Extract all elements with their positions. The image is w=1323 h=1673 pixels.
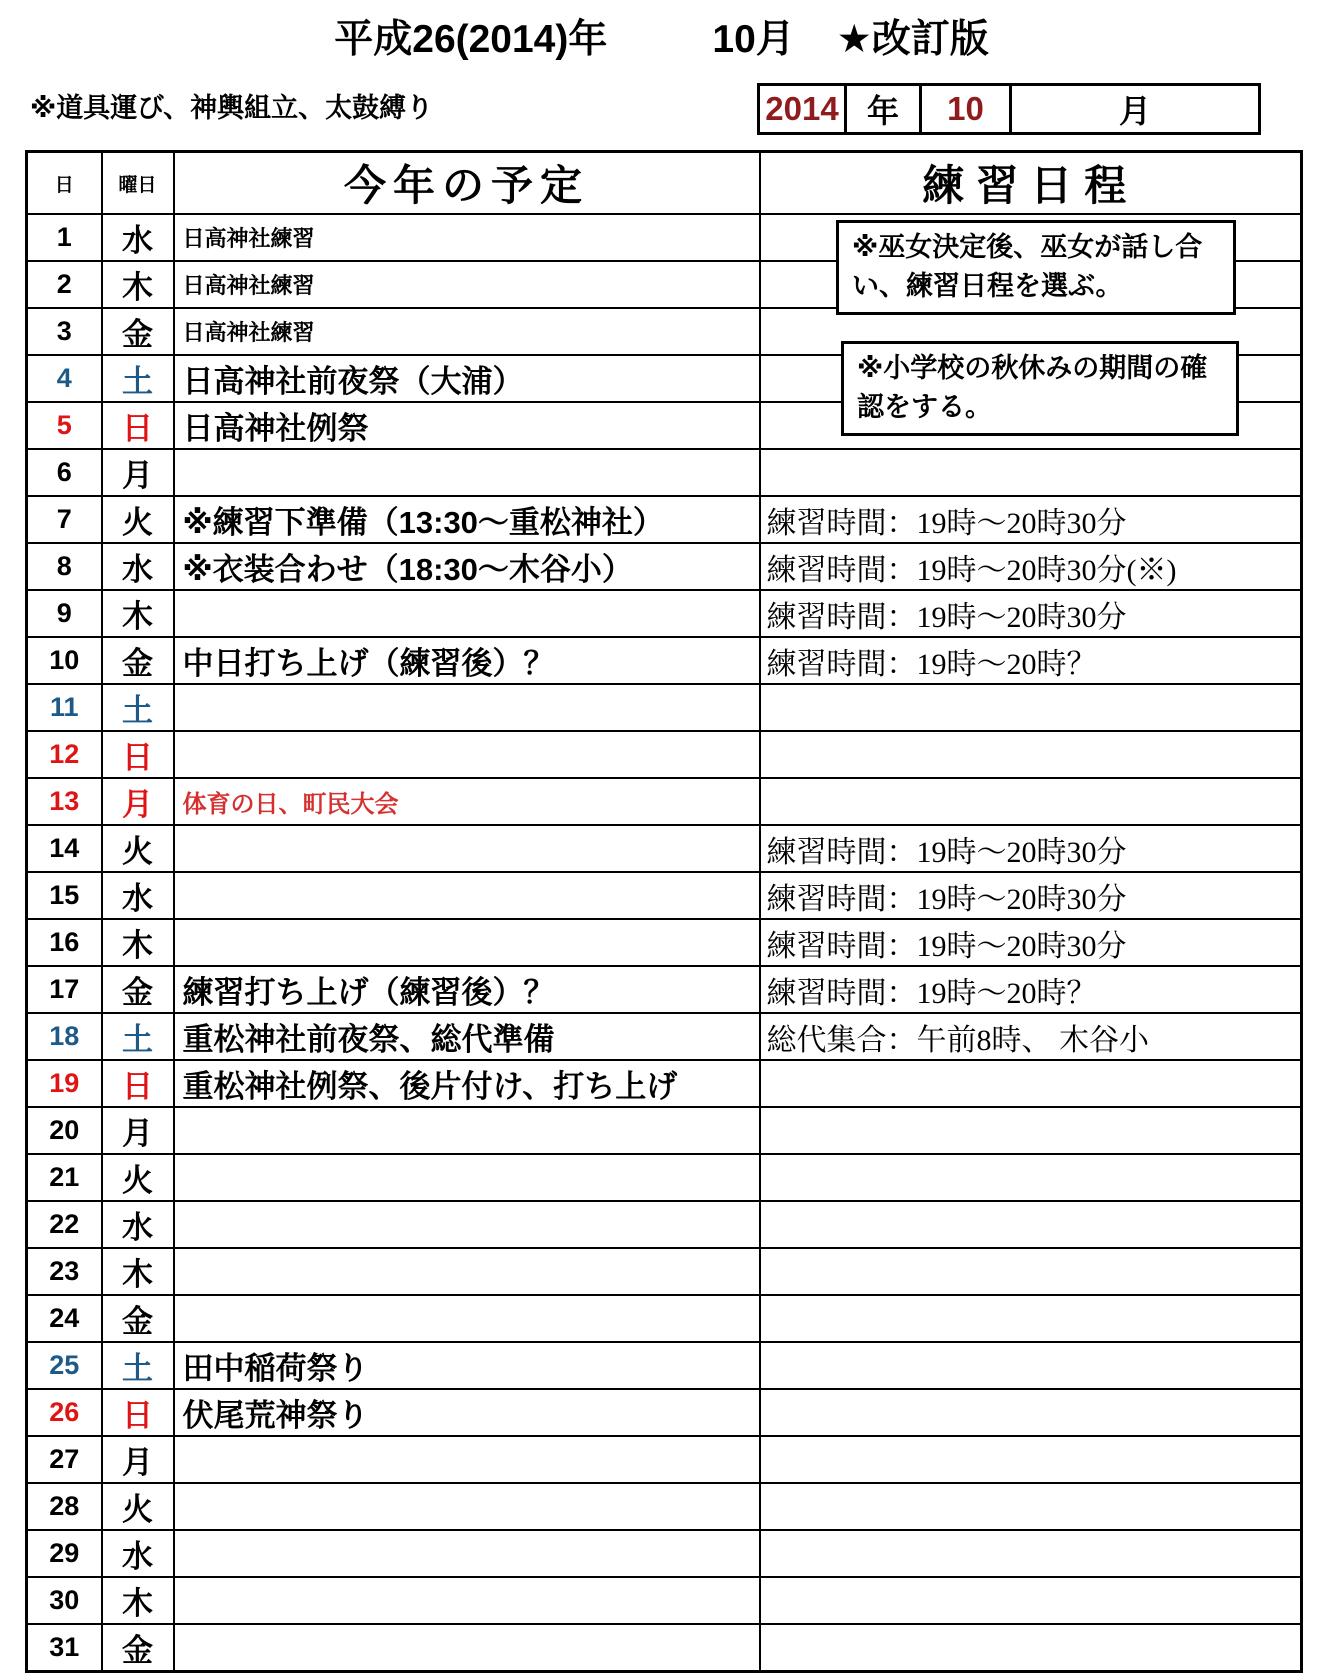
day-cell: 10 [27,637,102,684]
weekday-cell: 月 [102,1107,174,1154]
day-cell: 15 [27,872,102,919]
table-row [27,1295,1302,1342]
table-row [27,684,1302,731]
weekday-cell: 土 [102,355,174,402]
table-row [27,1342,1302,1389]
practice-cell: 練習時間：19時～20時30分 [760,825,1302,872]
event-cell: 重松神社前夜祭、総代準備 [174,1013,760,1060]
practice-cell [760,684,1302,731]
day-cell: 30 [27,1577,102,1624]
weekday-cell: 木 [102,919,174,966]
practice-cell [760,1295,1302,1342]
day-cell: 5 [27,402,102,449]
day-cell: 3 [27,308,102,355]
event-cell [174,449,760,496]
table-row [27,496,1302,543]
practice-cell [760,1436,1302,1483]
weekday-cell: 月 [102,778,174,825]
day-cell: 24 [27,1295,102,1342]
day-cell: 2 [27,261,102,308]
day-cell: 27 [27,1436,102,1483]
day-cell: 21 [27,1154,102,1201]
weekday-cell: 土 [102,684,174,731]
table-row [27,1154,1302,1201]
year-value-cell: 2014 [759,85,846,134]
table-row [27,1436,1302,1483]
event-cell [174,590,760,637]
day-cell: 7 [27,496,102,543]
practice-cell: 練習時間：19時～20時30分 [760,919,1302,966]
event-cell: 伏尾荒神祭り [174,1389,760,1436]
day-cell: 14 [27,825,102,872]
day-cell: 8 [27,543,102,590]
event-cell: ※練習下準備（13:30～重松神社） [174,496,760,543]
event-cell [174,1201,760,1248]
day-cell: 18 [27,1013,102,1060]
practice-cell [760,1060,1302,1107]
event-cell [174,1483,760,1530]
header-weekday: 曜日 [102,152,174,215]
note-box-school: ※小学校の秋休みの期間の確認をする。 [841,341,1239,436]
practice-cell [760,1483,1302,1530]
header-day: 日 [27,152,102,215]
event-cell: 日高神社練習 [174,308,760,355]
table-row [27,731,1302,778]
day-cell: 9 [27,590,102,637]
practice-cell [760,1342,1302,1389]
event-cell: 日高神社前夜祭（大浦） [174,355,760,402]
top-note: ※道具運び、神輿組立、太鼓縛り [30,93,434,123]
event-cell: 中日打ち上げ（練習後）？ [174,637,760,684]
weekday-cell: 日 [102,402,174,449]
header-plans: 今年の予定 [174,152,760,215]
event-cell: 体育の日、町民大会 [174,778,760,825]
header-practice: 練習日程 [760,152,1302,215]
event-cell [174,825,760,872]
event-cell [174,872,760,919]
weekday-cell: 水 [102,214,174,261]
table-row [27,1624,1302,1672]
practice-cell [760,778,1302,825]
practice-cell [760,1530,1302,1577]
event-cell: 重松神社例祭、後片付け、打ち上げ [174,1060,760,1107]
weekday-cell: 月 [102,449,174,496]
day-cell: 12 [27,731,102,778]
weekday-cell: 日 [102,1060,174,1107]
practice-cell [760,1154,1302,1201]
day-cell: 25 [27,1342,102,1389]
day-cell: 4 [27,355,102,402]
table-row [27,966,1302,1013]
event-cell [174,1577,760,1624]
weekday-cell: 水 [102,1201,174,1248]
practice-cell [760,731,1302,778]
weekday-cell: 木 [102,261,174,308]
event-cell: 日高神社例祭 [174,402,760,449]
weekday-cell: 日 [102,1389,174,1436]
weekday-cell: 水 [102,872,174,919]
day-cell: 19 [27,1060,102,1107]
weekday-cell: 月 [102,1436,174,1483]
weekday-cell: 日 [102,731,174,778]
year-month-row [759,85,1260,134]
day-cell: 29 [27,1530,102,1577]
day-cell: 17 [27,966,102,1013]
practice-cell: 練習時間：19時～20時30分 [760,872,1302,919]
day-cell: 31 [27,1624,102,1672]
table-row [27,919,1302,966]
header-row [27,152,1302,215]
month-value-cell: 10 [921,85,1011,134]
table-row [27,543,1302,590]
practice-cell [760,1107,1302,1154]
table-row [27,449,1302,496]
table-row [27,637,1302,684]
weekday-cell: 火 [102,825,174,872]
weekday-cell: 水 [102,1530,174,1577]
year-month-box [757,83,1261,135]
weekday-cell: 金 [102,1624,174,1672]
practice-cell: 練習時間：19時～20時？ [760,966,1302,1013]
note-box-miko: ※巫女決定後、巫女が話し合い、練習日程を選ぶ。 [836,220,1236,315]
practice-cell: 練習時間：19時～20時？ [760,637,1302,684]
weekday-cell: 木 [102,590,174,637]
practice-cell [760,1201,1302,1248]
event-cell [174,684,760,731]
table-row [27,1013,1302,1060]
event-cell [174,1436,760,1483]
table-row [27,872,1302,919]
table-row [27,1107,1302,1154]
day-cell: 26 [27,1389,102,1436]
weekday-cell: 木 [102,1577,174,1624]
practice-cell [760,1577,1302,1624]
table-row [27,1389,1302,1436]
weekday-cell: 火 [102,1154,174,1201]
event-cell: 練習打ち上げ（練習後）？ [174,966,760,1013]
weekday-cell: 水 [102,543,174,590]
page-title [0,8,1323,64]
practice-cell: 練習時間：19時～20時30分 [760,496,1302,543]
practice-cell: 練習時間：19時～20時30分(※) [760,543,1302,590]
event-cell [174,731,760,778]
table-row [27,1577,1302,1624]
practice-cell [760,1389,1302,1436]
table-row [27,1530,1302,1577]
table-row [27,1483,1302,1530]
event-cell [174,919,760,966]
month-unit-cell: 月 [1011,85,1260,134]
day-cell: 6 [27,449,102,496]
title-month: 10月 [712,18,795,61]
weekday-cell: 火 [102,1483,174,1530]
day-cell: 11 [27,684,102,731]
event-cell [174,1154,760,1201]
table-row [27,825,1302,872]
event-cell: 日高神社練習 [174,261,760,308]
table-row [27,1248,1302,1295]
day-cell: 22 [27,1201,102,1248]
event-cell [174,1624,760,1672]
practice-cell [760,1248,1302,1295]
weekday-cell: 金 [102,308,174,355]
event-cell [174,1295,760,1342]
day-cell: 13 [27,778,102,825]
weekday-cell: 土 [102,1342,174,1389]
event-cell: ※衣装合わせ（18:30～木谷小） [174,543,760,590]
event-cell: 日高神社練習 [174,214,760,261]
table-row [27,778,1302,825]
practice-cell: 総代集合：午前8時、 木谷小 [760,1013,1302,1060]
weekday-cell: 金 [102,966,174,1013]
weekday-cell: 火 [102,496,174,543]
year-unit-cell: 年 [846,85,921,134]
table-row [27,1060,1302,1107]
practice-cell: 練習時間：19時～20時30分 [760,590,1302,637]
weekday-cell: 金 [102,637,174,684]
table-row [27,590,1302,637]
weekday-cell: 金 [102,1295,174,1342]
day-cell: 23 [27,1248,102,1295]
title-era-year: 平成26(2014)年 [334,18,608,61]
day-cell: 20 [27,1107,102,1154]
event-cell [174,1107,760,1154]
event-cell: 田中稲荷祭り [174,1342,760,1389]
title-revision: ★改訂版 [836,18,989,61]
event-cell [174,1248,760,1295]
day-cell: 16 [27,919,102,966]
weekday-cell: 土 [102,1013,174,1060]
day-cell: 1 [27,214,102,261]
table-row [27,1201,1302,1248]
weekday-cell: 木 [102,1248,174,1295]
day-cell: 28 [27,1483,102,1530]
event-cell [174,1530,760,1577]
practice-cell [760,1624,1302,1672]
practice-cell [760,449,1302,496]
